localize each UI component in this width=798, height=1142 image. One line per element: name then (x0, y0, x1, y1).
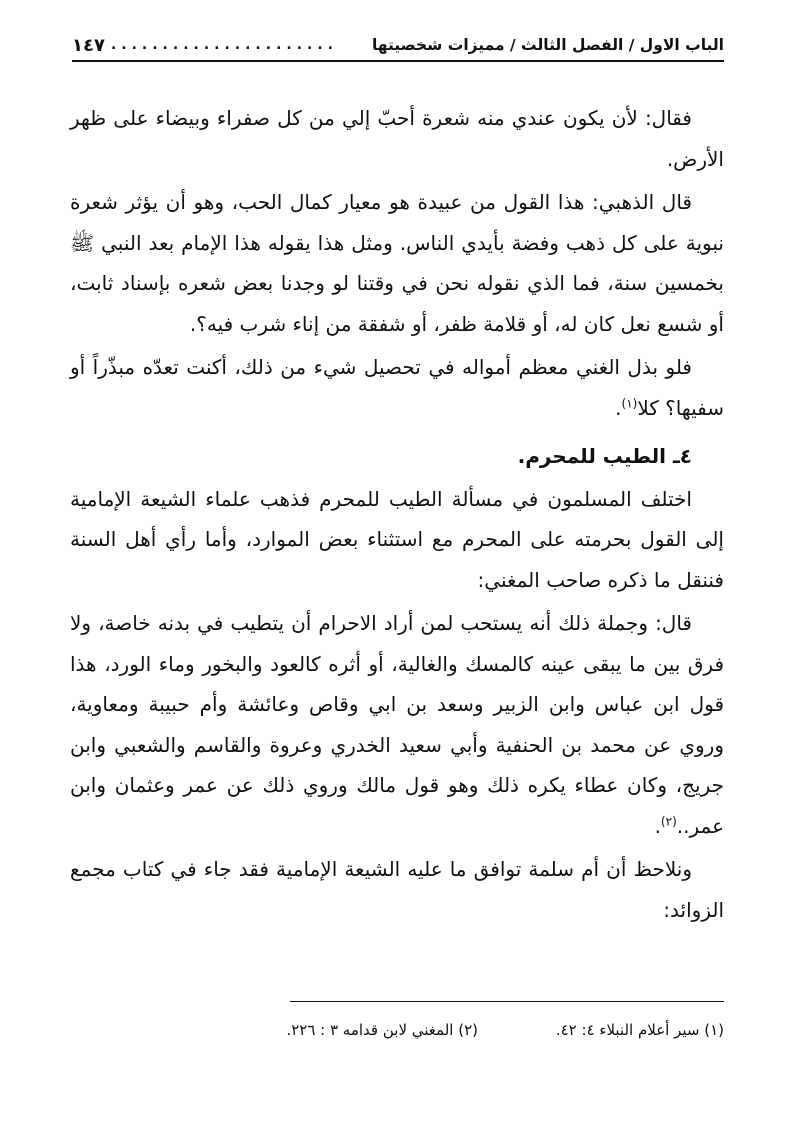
paragraph-quote-text: قال: وجملة ذلك أنه يستحب لمن أراد الاحرام أن يتطيب في بدنه خاصة، ولا فرق بين ما يبقى عينه كالمسك والغالية، أو أثره كالعود والبخور وماء الورد، هذا قول ابن عباس وابن الزبير وسعد بن ابي وقاص وعائشة وأم حبيبة ومعاوية، وروي عن محمد بن الحنفية وأبي سعيد الخدري وعروة والقاسم والشعبي وابن جريج، وكان عطاء يكره ذلك وهو قول مالك وروي ذلك عن عمر وعثمان وابن عمر.. (70, 611, 724, 838)
paragraph-3-trail: . (615, 395, 622, 420)
footnotes (72, 1010, 724, 1050)
footnote-2: (٢) المغني لابن قدامه ٣ : ٢٢٦. (286, 1021, 478, 1039)
paragraph-3 (70, 347, 724, 428)
paragraph-quote (70, 603, 724, 846)
section-heading: ٤ـ الطيب للمحرم. (517, 444, 692, 468)
paragraph-last: ونلاحظ أن أم سلمة توافق ما عليه الشيعة الإمامية فقد جاء في كتاب مجمع الزوائد: (70, 857, 724, 922)
paragraph-quote-trail: . (654, 813, 661, 838)
page-number: ١٤٧ (72, 34, 105, 56)
paragraph-4: اختلف المسلمون في مسألة الطيب للمحرم فذهب علماء الشيعة الإمامية إلى القول بحرمته على المحرم مع استثناء بعض الموارد، وأما رأي أهل السنة فننقل ما ذكره صاحب المغني: (70, 486, 724, 592)
running-header (72, 30, 724, 62)
paragraph-3-text: فلو بذل الغني معظم أمواله في تحصيل شيء من ذلك، أكنت تعدّه مبذّراً أو سفيها؟ كلا (70, 355, 724, 420)
paragraph-1: فقال: لأن يكون عندي منه شعرة أحبّ إلي من كل صفراء وبيضاء على ظهر الأرض. (70, 106, 724, 171)
footnote-1: (١) سير أعلام النبلاء ٤: ٤٢. (555, 1021, 724, 1039)
header-leader-dots: ...................... (110, 37, 338, 53)
header-title: الباب الاول / الفصل الثالث / مميزات شخصيتها (371, 36, 724, 54)
paragraph-2: قال الذهبي: هذا القول من عبيدة هو معيار كمال الحب، وهو أن يؤثر شعرة نبوية على كل ذهب وفضة بأيدي الناس. ومثل هذا يقوله هذا الإمام بعد النبي ﷺ بخمسين سنة، فما الذي نقوله نحن في وقتنا لو وجدنا بعض شعره بإسناد ثابت، أو شسع نعل كان له، أو قلامة ظفر، أو شفقة من إناء شرب فيه؟. (70, 190, 724, 336)
footnote-divider (290, 1001, 724, 1002)
footnote-ref-1[interactable]: (١) (621, 395, 638, 410)
footnote-ref-2[interactable]: (٢) (660, 813, 677, 828)
body-text (70, 98, 724, 933)
